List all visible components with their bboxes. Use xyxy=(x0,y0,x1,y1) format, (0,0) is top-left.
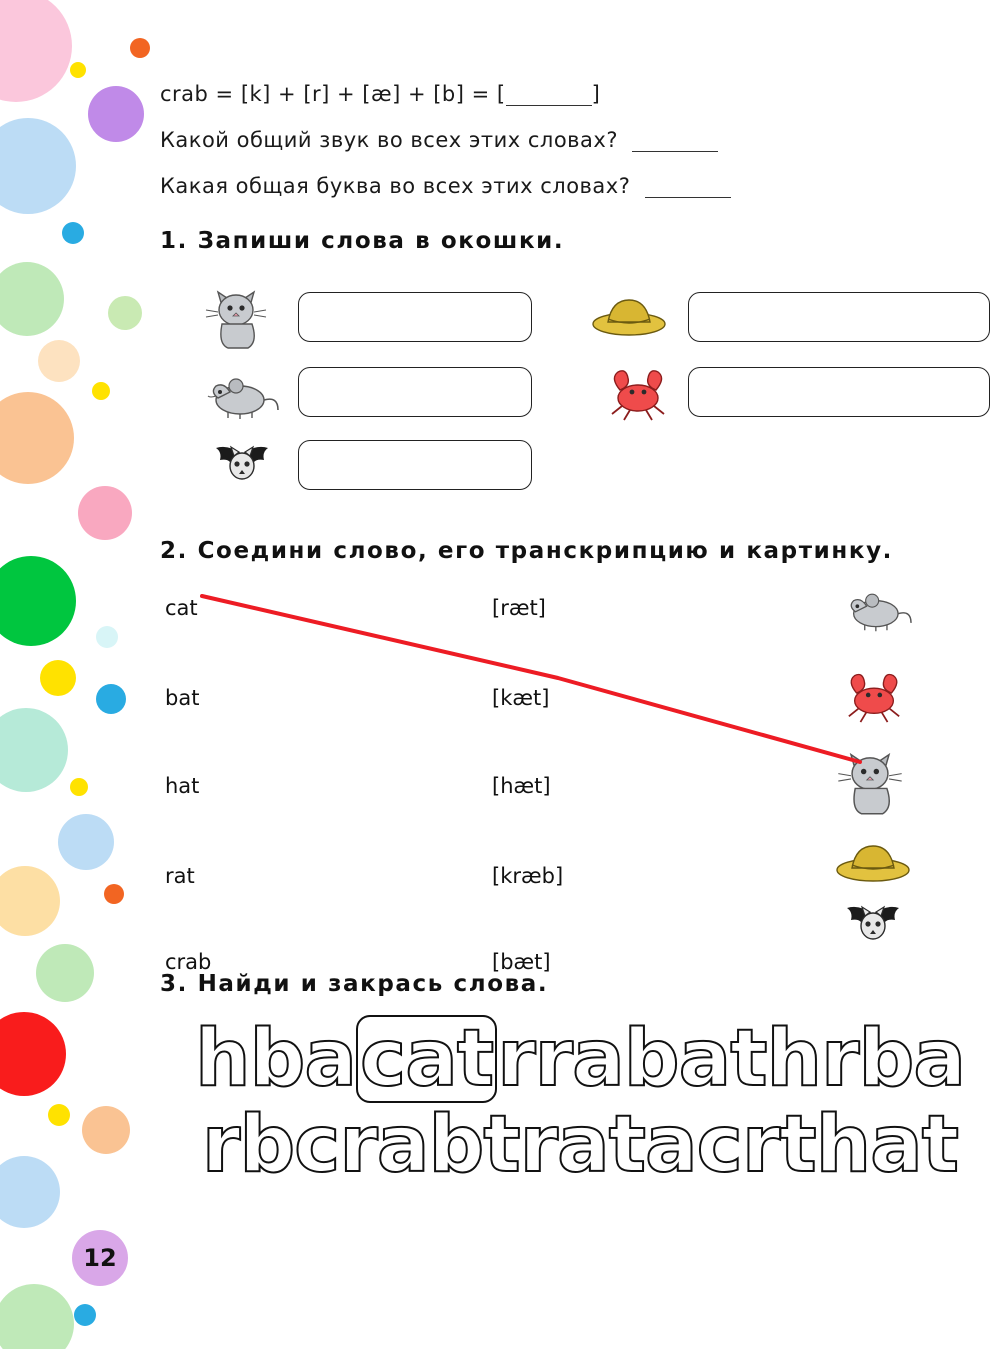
crab-picture[interactable] xyxy=(832,664,916,728)
task-2-number: 2. xyxy=(160,538,188,564)
word-rat[interactable]: rat xyxy=(165,864,195,888)
exercise-1 xyxy=(160,272,1000,522)
transcription-kraeb[interactable]: [kræb] xyxy=(492,864,564,888)
word-crab[interactable]: crab xyxy=(165,950,212,974)
wordsearch-line1-suffix: rrabathrba xyxy=(497,1014,965,1104)
decorative-dot xyxy=(88,86,144,142)
decorative-dot xyxy=(92,382,110,400)
question-common-letter xyxy=(160,174,1000,198)
task-3-number: 3. xyxy=(160,971,188,997)
decorative-dot xyxy=(82,1106,130,1154)
wordsearch-line1-prefix: hba xyxy=(195,1014,357,1104)
question-common-sound xyxy=(160,128,1000,152)
rat-picture[interactable] xyxy=(832,584,916,638)
decorative-dot xyxy=(0,0,72,102)
crab-picture xyxy=(600,360,676,426)
decorative-dot xyxy=(74,1304,96,1326)
transcription-haet[interactable]: [hæt] xyxy=(492,774,551,798)
page-number-badge: 12 xyxy=(72,1230,128,1286)
write-box-hat[interactable] xyxy=(688,292,990,342)
question-letter-text: Какая общая буква во всех этих словах? xyxy=(160,174,631,198)
transcription-raet[interactable]: [ræt] xyxy=(492,596,546,620)
formula-text: crab = [k] + [r] + [æ] + [b] = [ xyxy=(160,82,506,106)
task-3-title: Найди и закрась слова. xyxy=(197,971,549,997)
worksheet-page xyxy=(160,0,1000,1349)
decorative-dot xyxy=(58,814,114,870)
decorative-dot xyxy=(104,884,124,904)
cat-picture xyxy=(200,280,272,356)
word-hat[interactable]: hat xyxy=(165,774,200,798)
formula-answer-blank[interactable] xyxy=(506,89,592,106)
answer-blank-sound[interactable] xyxy=(632,135,718,152)
decorative-dot xyxy=(0,1156,60,1228)
transcription-kaet[interactable]: [kæt] xyxy=(492,686,550,710)
decorative-dot xyxy=(108,296,142,330)
decorative-dot xyxy=(36,944,94,1002)
hat-picture xyxy=(590,288,668,346)
decorative-dot xyxy=(0,118,76,214)
question-sound-text: Какой общий звук во всех этих словах? xyxy=(160,128,619,152)
bat-picture xyxy=(202,440,282,496)
write-box-crab[interactable] xyxy=(688,367,990,417)
decorative-dot xyxy=(0,708,68,792)
decorative-dot xyxy=(96,626,118,648)
decorative-dot xyxy=(0,262,64,336)
decorative-dot xyxy=(0,392,74,484)
formula-close: ] xyxy=(591,82,601,106)
rat-picture xyxy=(196,368,280,426)
word-cat[interactable]: cat xyxy=(165,596,198,620)
answer-blank-letter[interactable] xyxy=(645,181,731,198)
bat-picture[interactable] xyxy=(832,900,914,956)
wordsearch-highlight-cat[interactable]: cat xyxy=(356,1015,497,1103)
decorative-dot xyxy=(0,866,60,936)
cat-picture[interactable] xyxy=(832,742,908,822)
hat-picture[interactable] xyxy=(832,834,914,892)
decorative-dot xyxy=(0,556,76,646)
write-box-bat[interactable] xyxy=(298,440,532,490)
decorative-dot xyxy=(96,684,126,714)
transcription-baet[interactable]: [bæt] xyxy=(492,950,551,974)
write-box-rat[interactable] xyxy=(298,367,532,417)
decorative-dot xyxy=(70,62,86,78)
exercise-3 xyxy=(160,1014,1000,1191)
task-1-title: Запиши слова в окошки. xyxy=(197,228,565,254)
wordsearch-line-1[interactable] xyxy=(160,1015,1000,1103)
task-2-title: Соедини слово, его транскрипцию и картинку. xyxy=(197,538,893,564)
task-1-number: 1. xyxy=(160,228,188,254)
word-bat[interactable]: bat xyxy=(165,686,200,710)
decorative-dot xyxy=(40,660,76,696)
wordsearch-line-2[interactable]: rbcrabtratacrthat xyxy=(201,1100,959,1191)
decorative-dots-column xyxy=(0,0,160,1349)
decorative-dot xyxy=(130,38,150,58)
decorative-dot xyxy=(38,340,80,382)
decorative-dot xyxy=(62,222,84,244)
decorative-dot xyxy=(78,486,132,540)
decorative-dot xyxy=(70,778,88,796)
task-1-heading xyxy=(160,228,1000,254)
decorative-dot xyxy=(48,1104,70,1126)
decorative-dot xyxy=(0,1012,66,1096)
decorative-dot xyxy=(0,1284,74,1349)
phonics-formula xyxy=(160,82,1000,106)
write-box-cat[interactable] xyxy=(298,292,532,342)
exercise-2 xyxy=(160,582,1000,977)
task-2-heading xyxy=(160,538,1000,564)
